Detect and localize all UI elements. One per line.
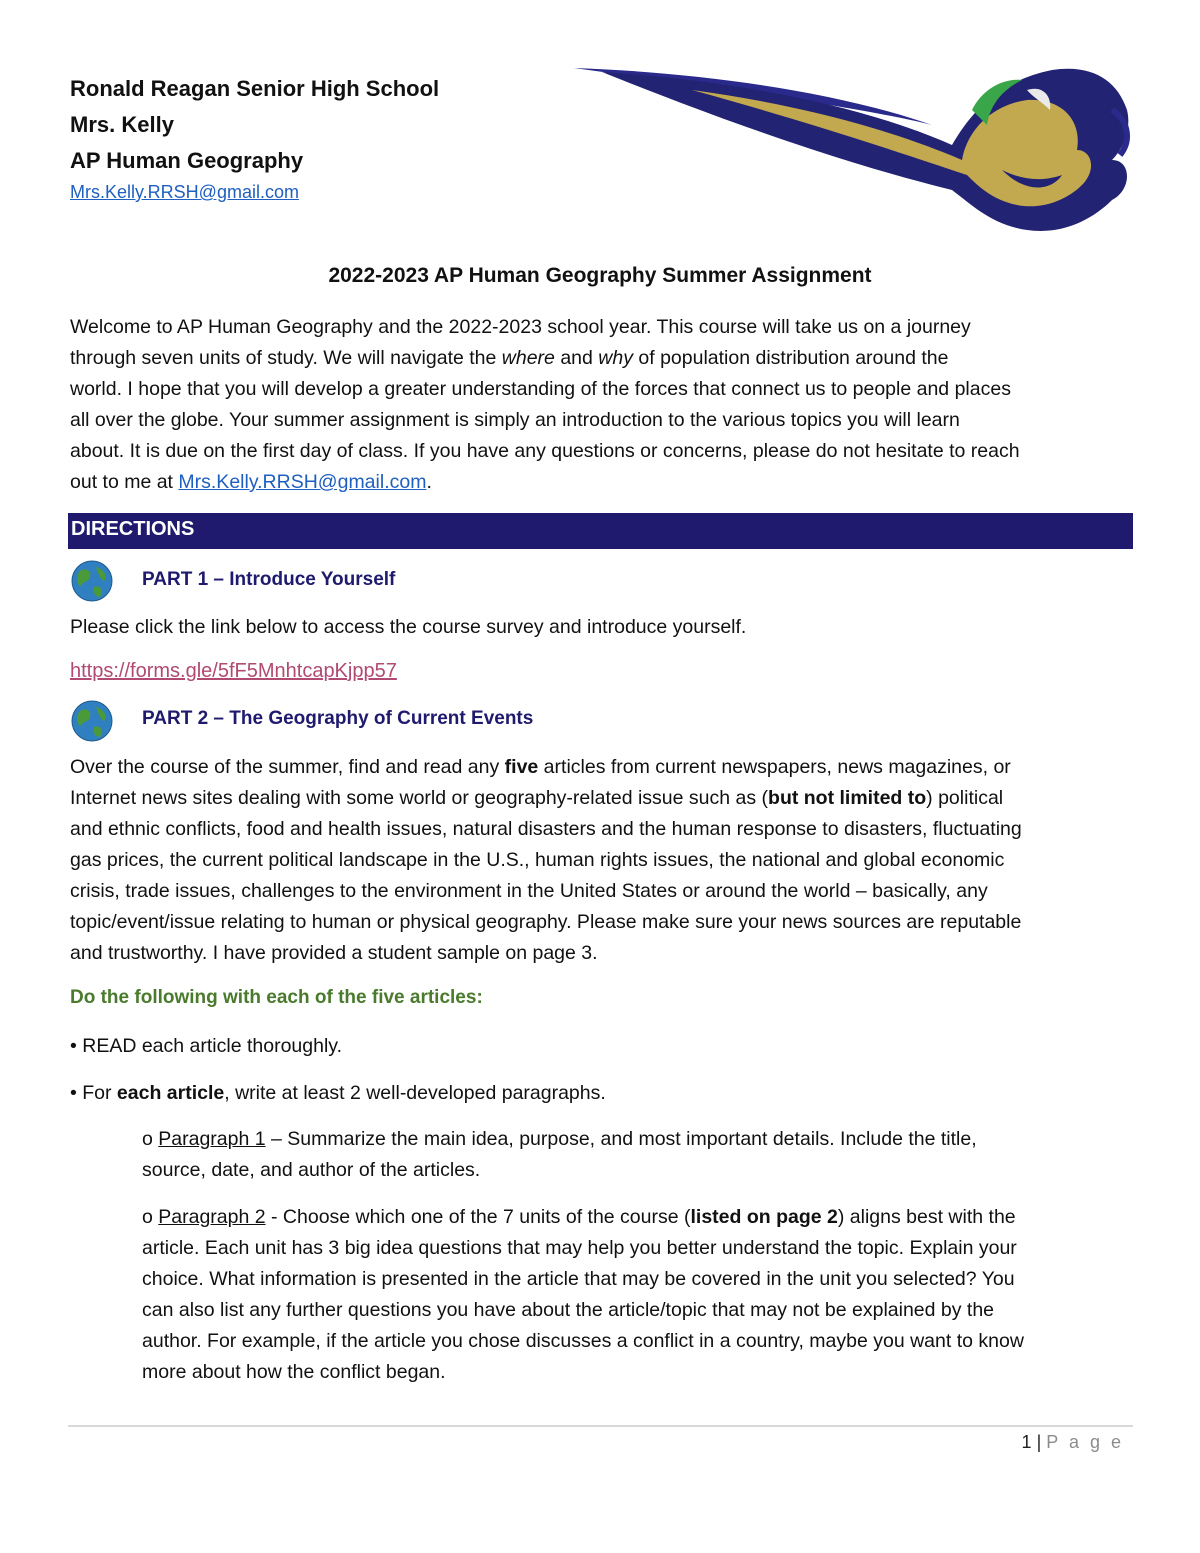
survey-link[interactable]: https://forms.gle/5fF5MnhtcapKjpp57: [70, 660, 397, 682]
intro-line: Welcome to AP Human Geography and the 2022-2023 school year. This course will take us on a journey: [70, 316, 971, 338]
intro-where: where: [501, 347, 555, 369]
part2-text: Internet news sites dealing with some world or geography-related issue such as (: [70, 787, 769, 809]
part2-line: [70, 783, 1140, 814]
header-email-link[interactable]: Mrs.Kelly.RRSH@gmail.com: [70, 182, 299, 202]
articles-subheading: Do the following with each of the five articles:: [70, 987, 483, 1008]
para2-line: [142, 1202, 1142, 1233]
intro-text: and: [554, 347, 599, 369]
page-number: 1: [1021, 1432, 1032, 1452]
directions-label: DIRECTIONS: [71, 518, 195, 540]
para-text: - Choose which one of the 7 units of the course (: [265, 1206, 691, 1228]
course-name: AP Human Geography: [70, 148, 304, 173]
globe-icon: [70, 559, 114, 603]
intro-line: world. I hope that you will develop a greater understanding of the forces that connect us to people and places: [70, 378, 1011, 400]
part2-line: crisis, trade issues, challenges to the environment in the United States or around the world – basically, any: [70, 880, 988, 902]
para1-line: source, date, and author of the articles.: [142, 1159, 481, 1181]
part2-line: and ethnic conflicts, food and health issues, natural disasters and the human response to disasters, fluctuating: [70, 818, 1022, 840]
page-word: P a g e: [1046, 1432, 1124, 1452]
part2-line: topic/event/issue relating to human or physical geography. Please make sure your news sources are reputable: [70, 911, 1022, 933]
para2-line: can also list any further questions you have about the article/topic that may not be explained by the: [142, 1299, 995, 1321]
intro-why: why: [598, 347, 633, 369]
page-footer: [1022, 1432, 1124, 1453]
intro-paragraph: [70, 312, 1140, 498]
intro-line: all over the globe. Your summer assignment is simply an introduction to the various topics you will learn: [70, 409, 960, 431]
intro-text: .: [426, 471, 432, 493]
intro-line: [70, 343, 1140, 374]
part2-bold: five: [504, 756, 539, 778]
part2-title: PART 2 – The Geography of Current Events: [142, 708, 534, 729]
bullet-text: • For: [70, 1082, 117, 1104]
part2-line: gas prices, the current political landscape in the U.S., human rights issues, the national and global economic: [70, 849, 1005, 871]
intro-email-link[interactable]: Mrs.Kelly.RRSH@gmail.com: [178, 471, 427, 493]
para2-label: Paragraph 2: [158, 1206, 266, 1228]
para-bold: listed on page 2: [690, 1206, 838, 1228]
part1-text: Please click the link below to access the course survey and introduce yourself.: [70, 616, 747, 638]
bullet-write: [70, 1078, 606, 1109]
para2-line: author. For example, if the article you chose discusses a conflict in a country, maybe you want to know: [142, 1330, 1024, 1352]
bullet-read: • READ each article thoroughly.: [70, 1035, 343, 1057]
footer-divider: [68, 1425, 1133, 1427]
part2-text: ) political: [926, 787, 1004, 809]
para-text: ) aligns best with the: [837, 1206, 1016, 1228]
part2-line: [70, 752, 1140, 783]
intro-line: about. It is due on the first day of class. If you have any questions or concerns, please do not hesitate to reach: [70, 440, 1020, 462]
school-name: Ronald Reagan Senior High School: [70, 76, 440, 101]
para2-line: article. Each unit has 3 big idea questions that may help you better understand the topic. Explain your: [142, 1237, 1017, 1259]
para1-line: [142, 1124, 1142, 1155]
para-text: – Summarize the main idea, purpose, and most important details. Include the title,: [265, 1128, 977, 1150]
paragraph2-instructions: [142, 1202, 1142, 1388]
teacher-name: Mrs. Kelly: [70, 112, 174, 137]
bullet-text: , write at least 2 well-developed paragraphs.: [224, 1082, 606, 1104]
globe-icon: [70, 699, 114, 743]
part2-text: Over the course of the summer, find and read any: [70, 756, 505, 778]
part1-title: PART 1 – Introduce Yourself: [142, 569, 396, 590]
part2-paragraph: [70, 752, 1140, 969]
bullet-bold: each article: [116, 1082, 225, 1104]
part2-line: and trustworthy. I have provided a student sample on page 3.: [70, 942, 598, 964]
intro-line: [70, 467, 1140, 498]
directions-bar: [68, 513, 1133, 549]
footer-separator: |: [1036, 1432, 1042, 1452]
bison-mascot-logo: [572, 50, 1138, 236]
assignment-title: 2022-2023 AP Human Geography Summer Assignment: [328, 264, 872, 287]
para-marker: o: [142, 1128, 159, 1150]
intro-text: through seven units of study. We will navigate the: [70, 347, 502, 369]
para2-line: choice. What information is presented in the article that may be covered in the unit you selected? You: [142, 1268, 1015, 1290]
part2-bold: but not limited to: [768, 787, 927, 809]
intro-text: out to me at: [70, 471, 179, 493]
para2-line: more about how the conflict began.: [142, 1361, 446, 1383]
para-marker: o: [142, 1206, 159, 1228]
paragraph1-instructions: [142, 1124, 1142, 1186]
intro-text: of population distribution around the: [632, 347, 949, 369]
para1-label: Paragraph 1: [158, 1128, 266, 1150]
part2-text: articles from current newspapers, news magazines, or: [538, 756, 1011, 778]
